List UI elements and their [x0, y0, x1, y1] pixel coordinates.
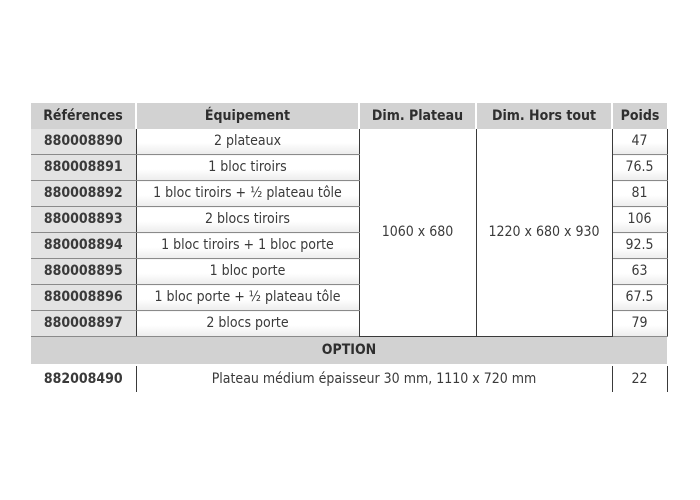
- dim-hors-tout-cell: 1220 x 680 x 930: [476, 129, 612, 337]
- header-references: Références: [31, 103, 136, 129]
- header-poids: Poids: [612, 103, 667, 129]
- option-row: [31, 365, 667, 392]
- reference-cell: 880008891: [31, 155, 136, 181]
- header-dim-plateau: Dim. Plateau: [359, 103, 476, 129]
- product-spec-table: [31, 103, 668, 392]
- table-header-row: [31, 103, 667, 129]
- equipement-cell: 1 bloc tiroirs + 1 bloc porte: [136, 233, 359, 259]
- option-description-cell: Plateau médium épaisseur 30 mm, 1110 x 720 mm: [136, 365, 612, 392]
- poids-cell: 92.5: [612, 233, 667, 259]
- poids-cell: 106: [612, 207, 667, 233]
- equipement-cell: 1 bloc porte: [136, 259, 359, 285]
- equipement-cell: 1 bloc tiroirs + ½ plateau tôle: [136, 181, 359, 207]
- poids-cell: 81: [612, 181, 667, 207]
- poids-cell: 79: [612, 311, 667, 337]
- header-equipement: Équipement: [136, 103, 359, 129]
- table-row: [31, 129, 667, 155]
- option-reference-cell: 882008490: [31, 365, 136, 392]
- poids-cell: 76.5: [612, 155, 667, 181]
- reference-cell: 880008895: [31, 259, 136, 285]
- option-label: OPTION: [31, 337, 667, 366]
- equipement-cell: 1 bloc tiroirs: [136, 155, 359, 181]
- equipement-cell: 2 blocs tiroirs: [136, 207, 359, 233]
- header-dim-hors-tout: Dim. Hors tout: [476, 103, 612, 129]
- poids-cell: 63: [612, 259, 667, 285]
- poids-cell: 47: [612, 129, 667, 155]
- poids-cell: 67.5: [612, 285, 667, 311]
- reference-cell: 880008897: [31, 311, 136, 337]
- reference-cell: 880008893: [31, 207, 136, 233]
- reference-cell: 880008890: [31, 129, 136, 155]
- reference-cell: 880008894: [31, 233, 136, 259]
- reference-cell: 880008892: [31, 181, 136, 207]
- option-section-header: [31, 337, 667, 366]
- reference-cell: 880008896: [31, 285, 136, 311]
- equipement-cell: 2 plateaux: [136, 129, 359, 155]
- option-poids-cell: 22: [612, 365, 667, 392]
- dim-plateau-cell: 1060 x 680: [359, 129, 476, 337]
- equipement-cell: 1 bloc porte + ½ plateau tôle: [136, 285, 359, 311]
- equipement-cell: 2 blocs porte: [136, 311, 359, 337]
